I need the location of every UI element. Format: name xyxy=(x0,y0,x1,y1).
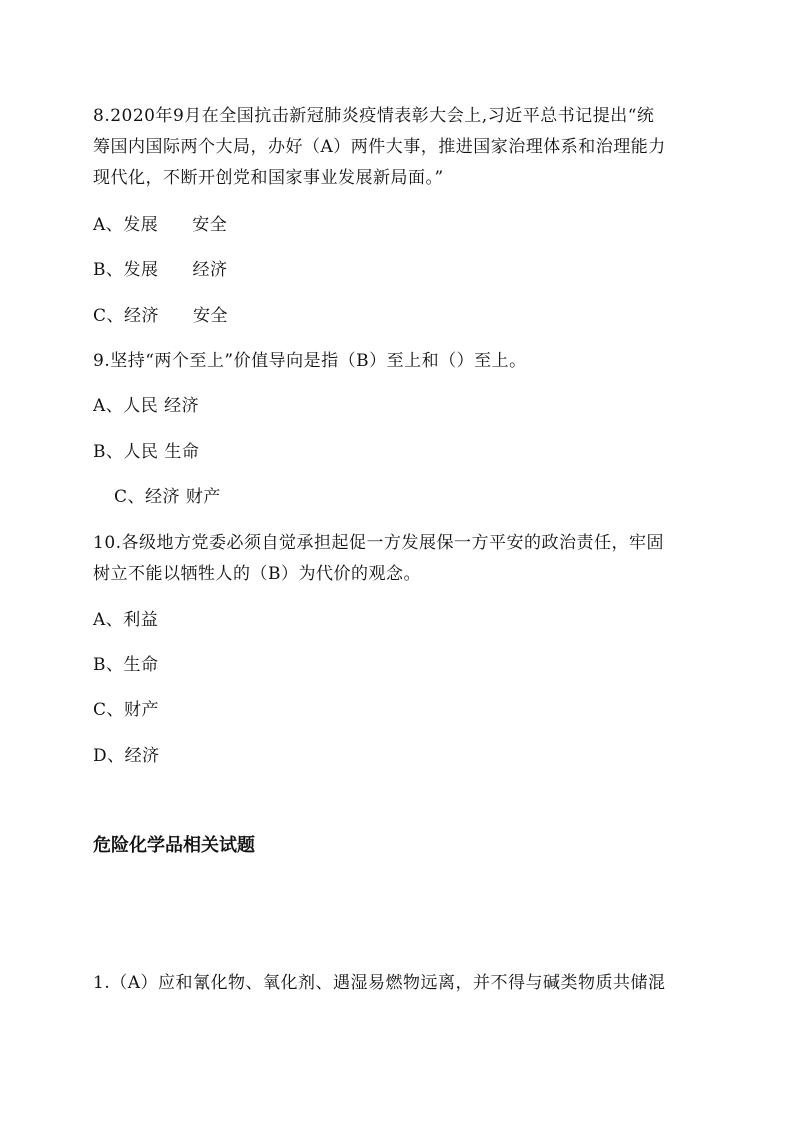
question-9-option-a: A、人民 经济 xyxy=(93,396,200,416)
question-9-text: 9.坚持“两个至上”价值导向是指（B）至上和（）至上。 xyxy=(93,351,527,371)
question-9-option-c: C、经济 财产 xyxy=(114,487,221,507)
question-10-option-d: D、经济 xyxy=(93,746,160,766)
option-label: B、发展 xyxy=(93,260,159,280)
question-10-option-c: C、财产 xyxy=(93,700,160,720)
question-10-text-line-1: 10.各级地方党委必须自觉承担起促一方发展保一方平安的政治责任，牢固 xyxy=(93,533,665,553)
question-8-text-line-1: 8.2020年9月在全国抗击新冠肺炎疫情表彰大会上,习近平总书记提出“统 xyxy=(93,106,655,126)
question-8-option-b xyxy=(93,255,713,285)
question-8-option-c xyxy=(93,301,713,331)
option-label: C、经济 xyxy=(93,306,160,326)
question-8-option-a xyxy=(93,210,713,240)
option-value: 经济 xyxy=(192,260,228,280)
question-10-text-line-2: 树立不能以牺牲人的（B）为代价的观念。 xyxy=(93,564,421,584)
question-9-option-b: B、人民 生命 xyxy=(93,442,200,462)
question-10-option-b: B、生命 xyxy=(93,655,159,675)
option-value: 安全 xyxy=(192,215,228,235)
question-10-option-a: A、利益 xyxy=(93,610,159,630)
section-question-1-text: 1.（A）应和氰化物、氧化剂、遇湿易燃物远离，并不得与碱类物质共储混 xyxy=(93,973,666,993)
option-label: A、发展 xyxy=(93,215,159,235)
question-8-text-line-2: 筹国内国际两个大局，办好（A）两件大事，推进国家治理体系和治理能力 xyxy=(93,137,666,157)
section-heading: 危险化学品相关试题 xyxy=(93,835,255,856)
option-value: 安全 xyxy=(193,306,229,326)
question-8-text-line-3: 现代化，不断开创党和国家事业发展新局面。” xyxy=(93,168,444,188)
